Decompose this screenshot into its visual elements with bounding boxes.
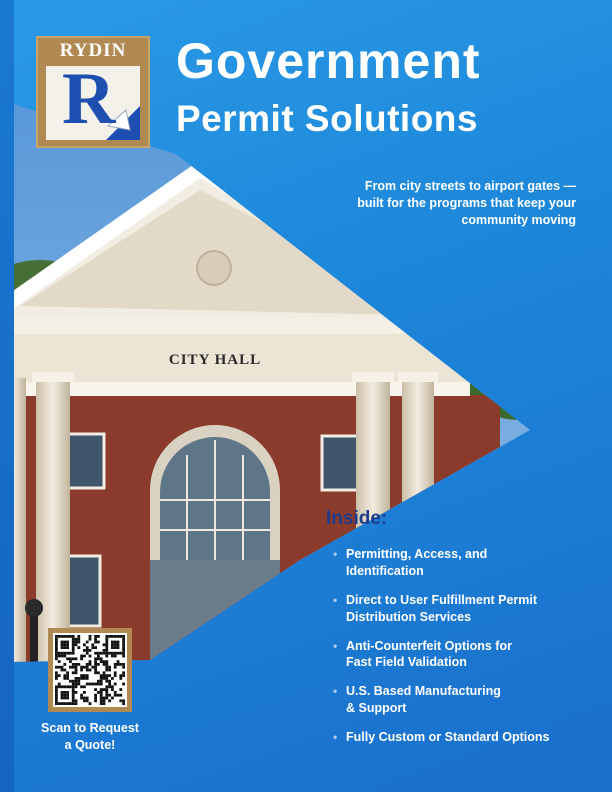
bullet-icon: • bbox=[333, 638, 338, 653]
logo-emblem bbox=[46, 66, 140, 140]
bullet-icon: • bbox=[333, 592, 338, 607]
list-item bbox=[326, 683, 586, 717]
inside-section bbox=[326, 508, 586, 758]
logo-letter: R bbox=[62, 66, 116, 140]
page-title bbox=[176, 33, 481, 139]
list-item bbox=[326, 546, 586, 580]
list-item bbox=[326, 638, 586, 672]
list-item-line: Permitting, Access, and bbox=[346, 547, 488, 561]
rydin-logo bbox=[36, 36, 150, 148]
tagline-line-1: From city streets to airport gates — bbox=[364, 179, 576, 193]
qr-code[interactable] bbox=[48, 628, 132, 712]
list-item-line: & Support bbox=[346, 701, 407, 716]
left-edge-strip bbox=[0, 0, 14, 792]
list-item-line: Fully Custom or Standard Options bbox=[346, 730, 550, 744]
qr-caption-line-2: a Quote! bbox=[64, 737, 116, 752]
tagline-line-3: community moving bbox=[461, 212, 576, 227]
logo-wordmark: RYDIN bbox=[59, 40, 127, 61]
list-item-line: Distribution Services bbox=[346, 609, 472, 624]
list-item-line: Direct to User Fulfillment Permit bbox=[346, 592, 538, 607]
qr-caption bbox=[28, 720, 152, 754]
list-item-line: Fast Field Validation bbox=[346, 655, 467, 670]
city-hall-sign: CITY HALL bbox=[168, 352, 262, 368]
inside-heading: Inside: bbox=[326, 508, 388, 529]
title-line-1: Government bbox=[176, 33, 481, 89]
qr-code-image bbox=[53, 633, 127, 707]
list-item bbox=[326, 729, 586, 746]
tagline bbox=[316, 178, 576, 229]
bullet-icon: • bbox=[333, 547, 338, 561]
bullet-icon: • bbox=[333, 730, 338, 744]
bullet-icon: • bbox=[333, 684, 338, 699]
title-line-2: Permit Solutions bbox=[176, 98, 478, 139]
tagline-line-2: built for the programs that keep your bbox=[357, 195, 576, 210]
list-item-line: Anti-Counterfeit Options for bbox=[346, 638, 512, 653]
inside-list bbox=[326, 546, 586, 746]
list-item-line: U.S. Based Manufacturing bbox=[346, 684, 501, 699]
list-item-line: Identification bbox=[346, 563, 424, 578]
list-item bbox=[326, 592, 586, 626]
qr-caption-line-1: Scan to Request bbox=[41, 721, 139, 735]
